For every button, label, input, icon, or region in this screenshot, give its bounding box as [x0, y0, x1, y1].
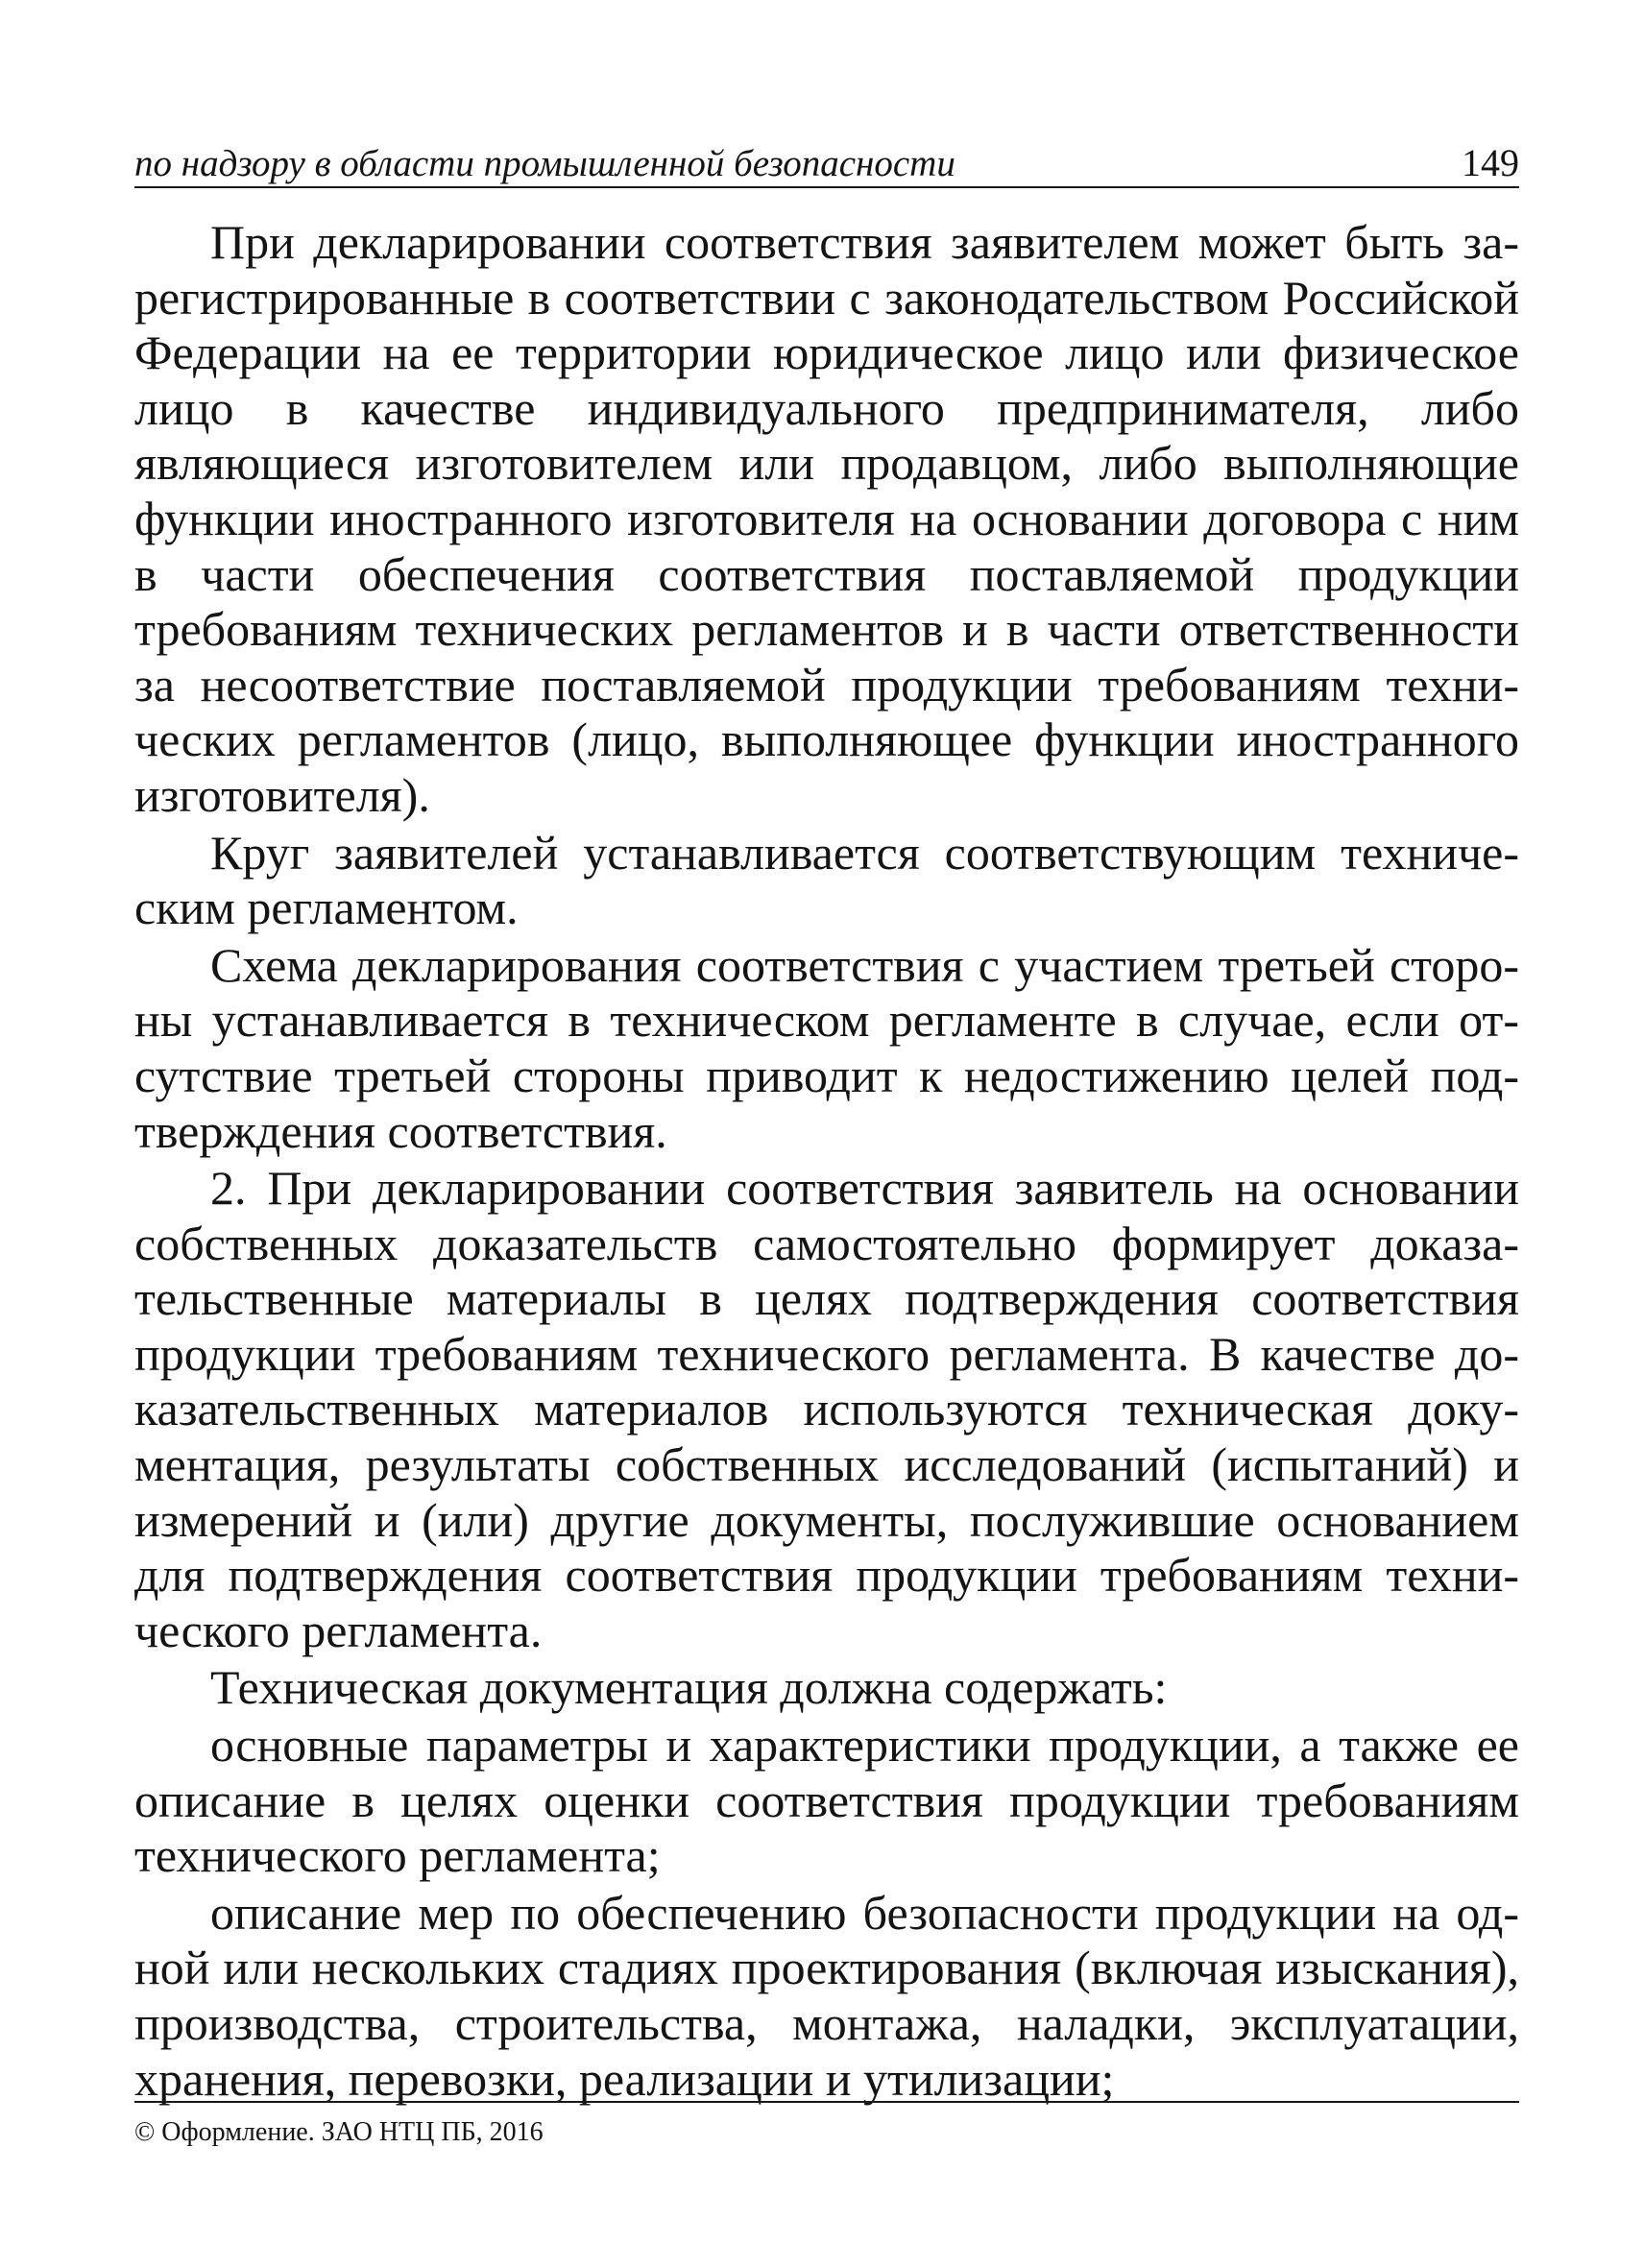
paragraph-applicant-circle: Круг заявителей устанавливается соответствующим техническим регламентом. [134, 825, 1519, 935]
paragraph-tech-doc-item-parameters: основные параметры и характеристики продукции, а также ее описание в целях оценки соответствия продукции требованиям технического регламента; [134, 1718, 1519, 1883]
paragraph-tech-doc-item-safety: описание мер по обеспечению безопасности продукции на одной или нескольких стадиях проектирования (включая изыскания), производства, строительства, монтажа, наладки, эксплуатации, хранения, перевозки, реализации и утилизации; [134, 1885, 1519, 2106]
paragraph-tech-doc-intro: Техническая документация должна содержать: [210, 1660, 1168, 1715]
page-number: 149 [1462, 141, 1519, 184]
header-title: по надзору в области промышленной безопасности [134, 143, 955, 184]
paragraph-declaration-applicant: При декларировании соответствия заявителем может быть зарегистрированные в соответствии с законодательством Российской Федерации на ее территории юридическое лицо или физическое лицо в качестве индивидуального предпринимателя, либо являющиеся изготовителем или продавцом, либо выполняющие функции иностранного изготовителя на основании договора с ним в части обеспечения соответствия поставляемой продукции требованиям технических регламентов и в части ответственности за несоответствие поставляемой продукции требованиям технических регламентов (лицо, выполняющее функции иностранного изготовителя). [134, 215, 1519, 822]
page-footer [134, 2101, 1519, 2149]
footer-copyright: © Оформление. ЗАО НТЦ ПБ, 2016 [134, 2117, 544, 2147]
paragraph-third-party-scheme: Схема декларирования соответствия с участием третьей стороны устанавливается в техническом регламенте в случае, если отсутствие третьей стороны приводит к недостижению целей подтверждения соответствия. [134, 937, 1519, 1158]
running-header [134, 142, 1519, 188]
paragraph-evidence-materials: 2. При декларировании соответствия заявитель на основании собственных доказательств самостоятельно формирует доказательственные материалы в целях подтверждения соответствия продукции требованиям технического регламента. В качестве доказательственных материалов используются техническая документация, результаты собственных исследований (испытаний) и измерений и (или) другие документы, послужившие основанием для подтверждения соответствия продукции требованиям технического регламента. [134, 1161, 1519, 1657]
body-text [134, 215, 1519, 2109]
